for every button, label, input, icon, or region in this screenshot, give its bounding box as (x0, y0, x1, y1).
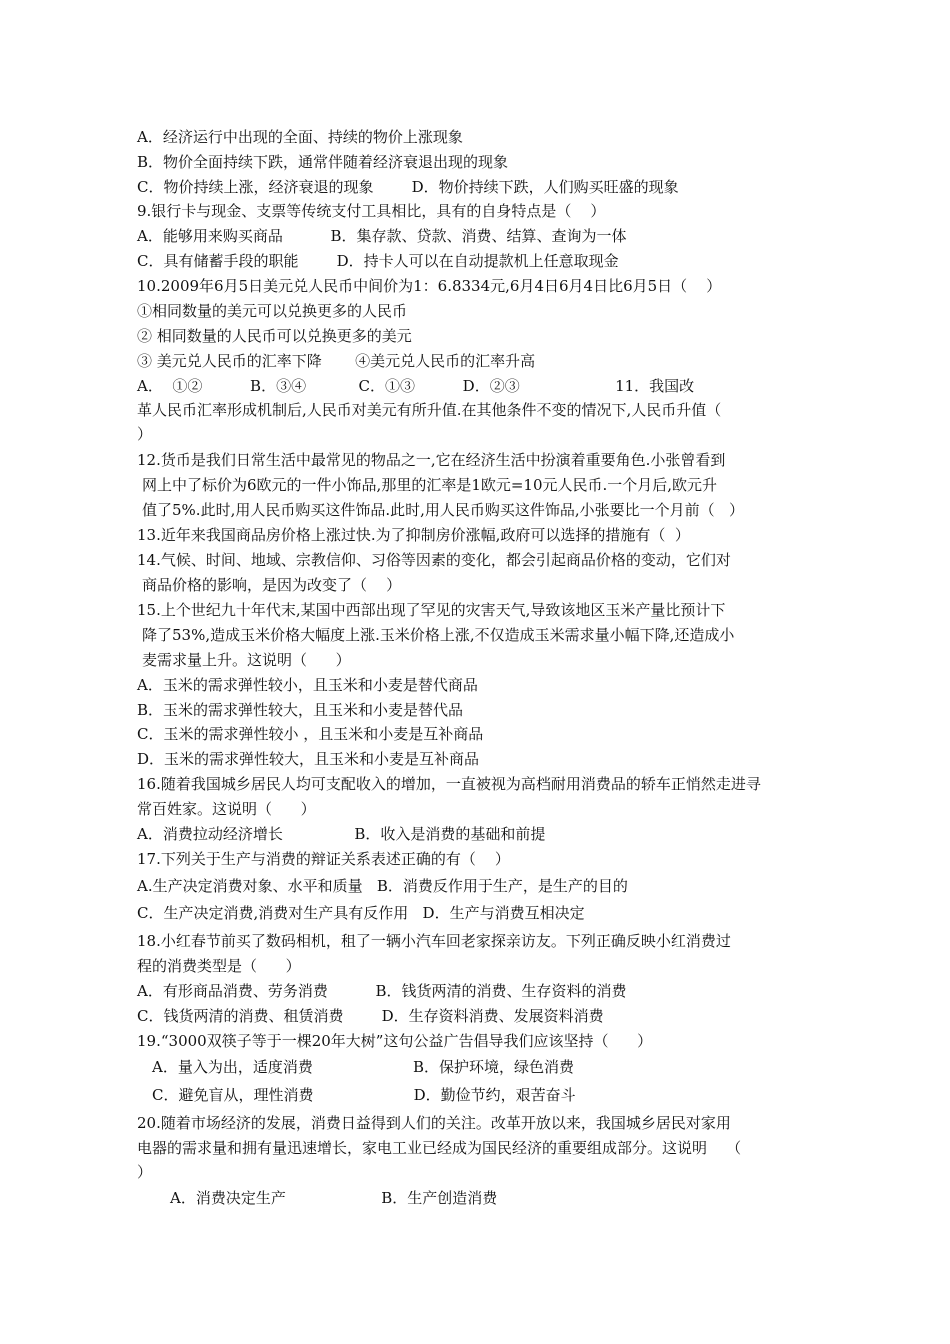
option-line: A．量入为出，适度消费 B．保护环境，绿色消费 (152, 1058, 574, 1076)
question-line: 15.上个世纪九十年代末,某国中西部出现了罕见的灾害天气,导致该地区玉米产量比预计下 (137, 601, 726, 619)
option-line: A．能够用来购买商品 B．集存款、贷款、消费、结算、查询为一体 (137, 227, 627, 245)
statement-line: ② 相同数量的人民币可以兑换更多的美元 (137, 327, 412, 345)
option-line: A．消费拉动经济增长 B．收入是消费的基础和前提 (137, 825, 546, 843)
question-line: 麦需求量上升。这说明（ ） (142, 651, 351, 669)
question-line: 程的消费类型是（ ） (137, 957, 301, 975)
question-line: 值了5%.此时,用人民币购买这件饰品.此时,用人民币购买这件饰品,小张要比一个月前（ ） (142, 501, 744, 519)
option-line: D．玉米的需求弹性较大，且玉米和小麦是互补商品 (137, 750, 480, 768)
option-line: A．玉米的需求弹性较小，且玉米和小麦是替代商品 (137, 676, 478, 694)
question-line: 19.“3000双筷子等于一棵20年大树”这句公益广告倡导我们应该坚持（ ） (137, 1032, 653, 1050)
question-line: 17.下列关于生产与消费的辩证关系表述正确的有（ ） (137, 850, 510, 868)
question-line: 电器的需求量和拥有量迅速增长，家电工业已经成为国民经济的重要组成部分。这说明 （ (137, 1139, 742, 1157)
question-line: 9.银行卡与现金、支票等传统支付工具相比，具有的自身特点是（ ） (137, 202, 606, 220)
question-line: 13.近年来我国商品房价格上涨过快.为了抑制房价涨幅,政府可以选择的措施有（ ） (137, 526, 690, 544)
question-line: ） (137, 425, 153, 443)
option-line: B．玉米的需求弹性较大，且玉米和小麦是替代品 (137, 701, 464, 719)
option-line: C．物价持续上涨，经济衰退的现象 D．物价持续下跌，人们购买旺盛的现象 (137, 178, 679, 196)
question-line: 商品价格的影响，是因为改变了（ ） (142, 576, 402, 594)
question-line: 20.随着市场经济的发展，消费日益得到人们的关注。改革开放以来，我国城乡居民对家用 (137, 1114, 731, 1132)
question-line: 10.2009年6月5日美元兑人民币中间价为1：6.8334元,6月4日6月4日比6月5日（ ） (137, 277, 722, 295)
option-line: A．有形商品消费、劳务消费 B．钱货两清的消费、生存资料的消费 (137, 982, 627, 1000)
question-line: 18.小红春节前买了数码相机，租了一辆小汽车回老家探亲访友。下列正确反映小红消费过 (137, 932, 731, 950)
question-line: 14.气候、时间、地域、宗教信仰、习俗等因素的变化，都会引起商品价格的变动，它们对 (137, 551, 731, 569)
statement-line: ①相同数量的美元可以兑换更多的人民币 (137, 302, 408, 320)
option-line: A．经济运行中出现的全面、持续的物价上涨现象 (137, 128, 463, 146)
question-line: 革人民币汇率形成机制后,人民币对美元有所升值.在其他条件不变的情况下,人民币升值（ (137, 401, 722, 419)
question-line: 常百姓家。这说明（ ） (137, 800, 316, 818)
option-line: C．钱货两清的消费、租赁消费 D．生存资料消费、发展资料消费 (137, 1007, 604, 1025)
option-line: A.生产决定消费对象、水平和质量 B．消费反作用于生产，是生产的目的 (137, 877, 628, 895)
option-line: C．玉米的需求弹性较小 ，且玉米和小麦是互补商品 (137, 725, 484, 743)
question-line: 12.货币是我们日常生活中最常见的物品之一,它在经济生活中扮演着重要角色.小张曾看到 (137, 451, 726, 469)
option-line: C．生产决定消费,消费对生产具有反作用 D．生产与消费互相决定 (137, 904, 585, 922)
statement-line: ③ 美元兑人民币的汇率下降 ④美元兑人民币的汇率升高 (137, 352, 536, 370)
option-line: B．物价全面持续下跌，通常伴随着经济衰退出现的现象 (137, 153, 509, 171)
question-line: ） (137, 1163, 153, 1181)
option-line: C．具有储蓄手段的职能 D．持卡人可以在自动提款机上任意取现金 (137, 252, 619, 270)
question-line: 16.随着我国城乡居民人均可支配收入的增加，一直被视为高档耐用消费品的轿车正悄然走进寻 (137, 775, 761, 793)
option-line: A．消费决定生产 B．生产创造消费 (170, 1189, 498, 1207)
question-line: 降了53%,造成玉米价格大幅度上涨.玉米价格上涨,不仅造成玉米需求量小幅下降,还造成小 (142, 626, 735, 644)
option-line: A． ①② B．③④ C．①③ D．②③ 11．我国改 (137, 377, 695, 395)
question-line: 网上中了标价为6欧元的一件小饰品,那里的汇率是1欧元=10元人民币.一个月后,欧元升 (142, 476, 718, 494)
option-line: C．避免盲从，理性消费 D．勤俭节约，艰苦奋斗 (152, 1086, 576, 1104)
